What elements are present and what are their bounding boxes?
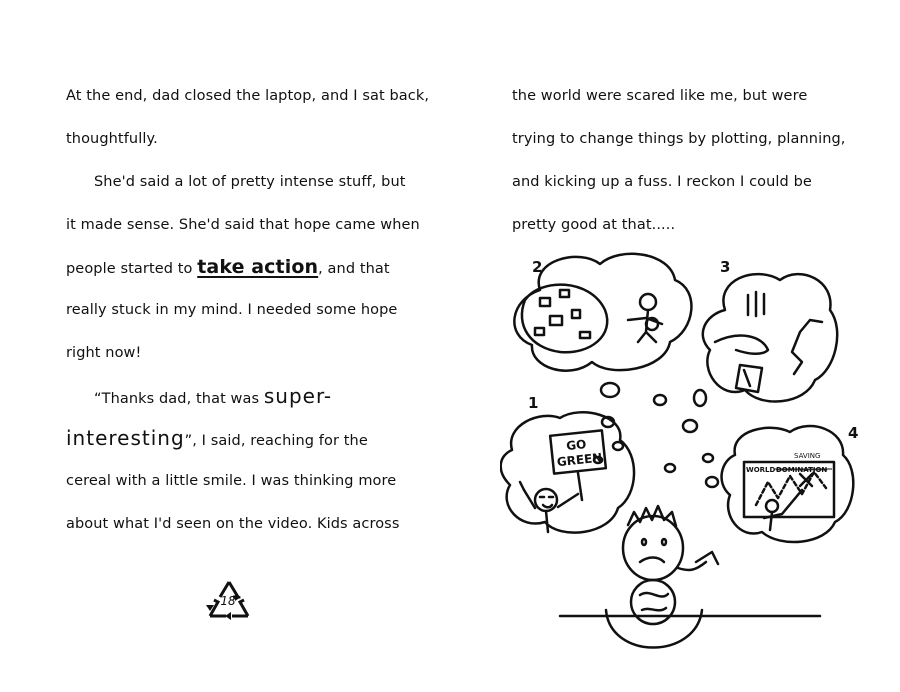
- page-number: 18: [220, 594, 236, 608]
- text-line: and kicking up a fuss. I reckon I could be: [512, 174, 812, 190]
- text-fragment: people started to: [66, 261, 198, 277]
- right-page: [450, 0, 900, 692]
- text-line: about what I'd seen on the video. Kids across: [66, 516, 400, 532]
- board-text-domination: DOMINATION: [776, 466, 828, 474]
- interesting-emphasis: interesting: [66, 426, 185, 450]
- super-emphasis: super-: [263, 384, 333, 408]
- text-line: She'd said a lot of pretty intense stuff, but: [94, 174, 406, 190]
- bubble-number-3: 3: [720, 258, 731, 276]
- text-line: trying to change things by plotting, planning,: [512, 131, 846, 147]
- text-line: pretty good at that.....: [512, 217, 676, 233]
- bubble-number-4: 4: [848, 424, 859, 442]
- text-fragment: , and that: [318, 261, 390, 277]
- sign-text-green: GREEN: [556, 450, 603, 470]
- board-text-saving: SAVING: [794, 452, 821, 460]
- boy-head: [623, 516, 683, 580]
- board-text-world: WORLD: [746, 466, 776, 474]
- thought-bubbles-illustration: [500, 250, 880, 670]
- text-fragment: ”, I said, reaching for the: [184, 433, 368, 449]
- take-action-emphasis: take action: [197, 256, 319, 278]
- bubble-number-1: 1: [528, 394, 539, 412]
- text-line: At the end, dad closed the laptop, and I sat back,: [66, 88, 430, 104]
- sign-text-go: GO: [565, 437, 588, 454]
- bubble-number-2: 2: [532, 258, 543, 276]
- text-line: thoughtfully.: [66, 131, 158, 147]
- text-line: it made sense. She'd said that hope came when: [66, 217, 420, 233]
- text-line-with-emphasis: [94, 384, 332, 408]
- text-line-with-emphasis: [66, 256, 390, 278]
- text-line: really stuck in my mind. I needed some hope: [66, 302, 398, 318]
- text-line: the world were scared like me, but were: [512, 88, 808, 104]
- text-line: right now!: [66, 345, 142, 361]
- text-line-with-emphasis: [66, 426, 368, 450]
- text-line: cereal with a little smile. I was thinking more: [66, 473, 397, 489]
- text-fragment: “Thanks dad, that was: [94, 391, 264, 407]
